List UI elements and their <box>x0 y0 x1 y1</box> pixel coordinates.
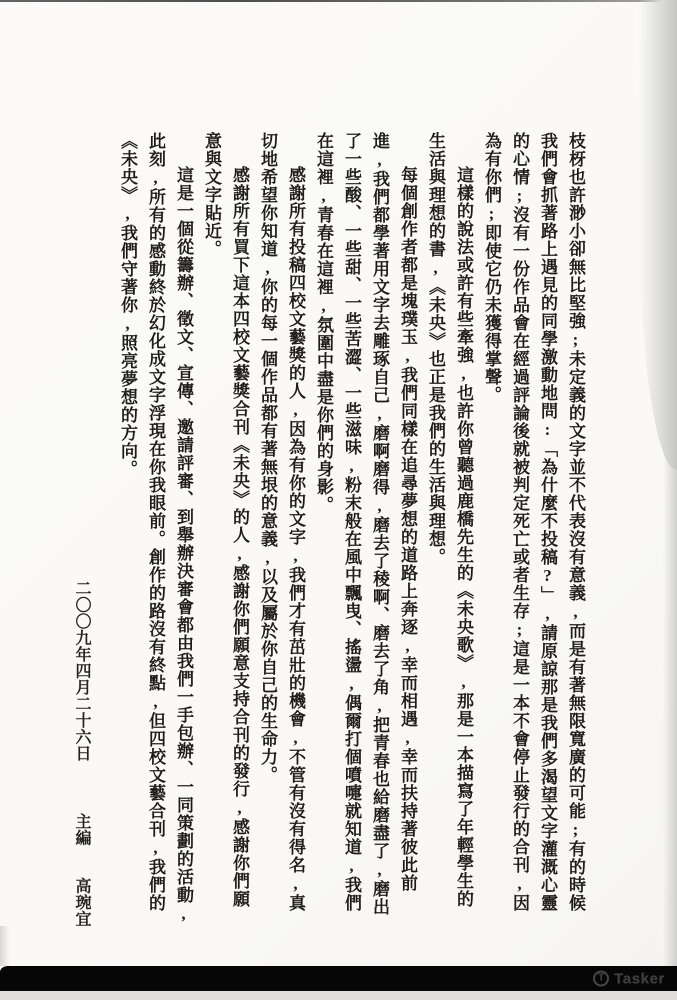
tasker-brand-label: Tasker <box>614 970 665 987</box>
paragraph-2: 這樣的說法或許有些牽強,也許你曾聽過鹿橋先生的《未央歌》,那是一本描寫了年輕學生的生活與理想的書,《未央》也正是我們的生活與理想。 <box>426 132 473 908</box>
scan-bottom-bar <box>0 966 677 991</box>
tasker-logo-icon: T <box>593 971 609 987</box>
signature-date: 二〇〇九年四月二十六日 <box>73 580 90 762</box>
paragraph-5: 感謝所有買下這本四校文藝獎合刊《未央》的人,感謝你們願意支持合刊的發行,感謝你們願意與文字貼近。 <box>202 132 249 908</box>
signature-column <box>70 580 92 940</box>
preface-text-block <box>113 132 589 924</box>
scan-corner-smudge <box>0 926 10 966</box>
scan-top-edge <box>0 0 677 2</box>
paragraph-4: 感謝所有投稿四校文藝獎的人,因為有你的文字,我們才有茁壯的機會,不管有沒有得名,真切地希望你知道,你的每一個作品都有著無垠的意義,以及屬於你自己的生命力。 <box>258 132 305 912</box>
paragraph-6: 這是一個從籌辦、徵文、宣傳、邀請評審、到舉辦決審會都由我們一手包辦、一同策劃的活動,此刻,所有的感動終於幻化成文字浮現在你我眼前。創作的路沒有終點,但四校文藝合刊,我們的《未央》,我們守著你,照亮夢想的方向。 <box>118 132 193 924</box>
tasker-watermark <box>593 970 665 987</box>
paragraph-1: 枝枒也許渺小卻無比堅強;未定義的文字並不代表沒有意義,而是有著無限寬廣的可能;有的時候我們會抓著路上遇見的同學激動地問:「為什麼不投稿?」,請原諒那是我們多渴望文字灌溉心靈的心情;沒有一份作品會在經過評論後就被判定死亡或者生存;這是一本不會停止發行的合刊,因為有你們;即使它仍未獲得掌聲。 <box>482 132 585 912</box>
signature-name: 高琬宜 <box>73 877 90 927</box>
page-curve-shadow <box>639 0 677 470</box>
scan-bottom-margin <box>0 991 677 1000</box>
paragraph-3: 每個創作者都是塊璞玉,我們同樣在追尋夢想的道路上奔逐,幸而相遇,幸而扶持著彼此前進,我們都學著用文字去雕琢自己,磨啊磨得,磨去了稜啊、磨去了角,把青春也給磨盡了,磨出了一些酸、一些甜、一些苦澀、一些滋味,粉末般在風中飄曳、搖盪,偶爾打個噴嚏就知道,我們在這裡,青春在這裡,氛圍中盡是你們的身影。 <box>314 132 417 916</box>
signature-role: 主編 <box>73 813 90 846</box>
